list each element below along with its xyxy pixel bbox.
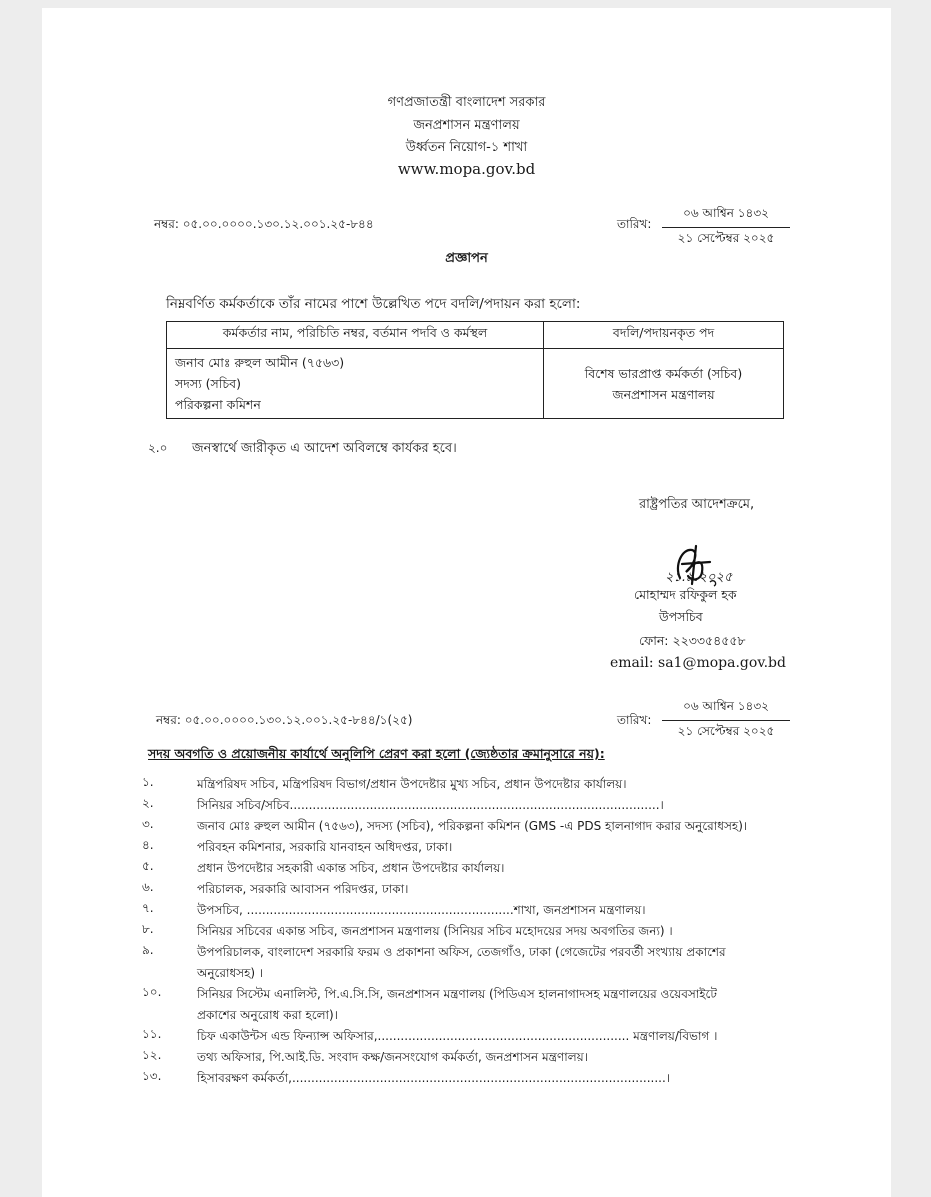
list-item: ১১. চিফ একাউন্টস এন্ড ফিন্যান্স অফিসার,.................................................................. মন্ত্রণালয়/বিভাগ । — [142, 1027, 718, 1043]
list-item: ৯. উপপরিচালক, বাংলাদেশ সরকারি ফরম ও প্রকাশনা অফিস, তেজগাঁও, ঢাকা (গেজেটের পরবর্তী সংখ্যায় প্রকাশের অনুরোধসহ) । — [142, 943, 726, 980]
document-page — [42, 8, 891, 1197]
header-section: উর্ধ্বতন নিয়োগ-১ শাখা — [405, 140, 528, 155]
cc-list — [142, 774, 842, 1089]
memo2-date — [662, 698, 790, 743]
posting-ministry: জনপ্রশাসন মন্ত্রণালয় — [612, 386, 715, 402]
header-government: গণপ্রজাতন্ত্রী বাংলাদেশ সরকার — [387, 95, 546, 110]
header-website: www.mopa.gov.bd — [397, 160, 536, 178]
officer-workplace: পরিকল্পনা কমিশন — [175, 397, 261, 412]
list-item: ১. মন্ত্রিপরিষদ সচিব, মন্ত্রিপরিষদ বিভাগ/প্রধান উপদেষ্টার মুখ্য সচিব, প্রধান উপদেষ্টার কার্যালয়। — [142, 775, 627, 791]
list-item: ১৩. হিসাবরক্ষণ কর্মকর্তা,..................................................................................................। — [142, 1069, 671, 1085]
officer-cell — [167, 349, 544, 419]
posting-cell — [544, 349, 784, 419]
list-item: ৮. সিনিয়র সচিবের একান্ত সচিব, জনপ্রশাসন মন্ত্রণালয় (সিনিয়র সচিব মহোদয়ের সদয় অবগতির জন্য) । — [142, 922, 673, 938]
list-item: ৪. পরিবহন কমিশনার, সরকারি যানবাহন অধিদপ্তর, ঢাকা। — [142, 838, 453, 854]
list-item: ১২. তথ্য অফিসার, পি.আই.ডি. সংবাদ কক্ষ/জনসংযোগ কর্মকর্তা, জনপ্রশাসন মন্ত্রণালয়। — [142, 1048, 588, 1064]
para2-number: ২.০ — [148, 441, 168, 455]
order-line: রাষ্ট্রপতির আদেশক্রমে, — [639, 497, 755, 512]
date-gregorian: ২১ সেপ্টেম্বর ২০২৫ — [677, 231, 775, 245]
list-item: ৩. জনাব মোঃ রুহুল আমীন (৭৫৬৩), সদস্য (সচিব), পরিকল্পনা কমিশন (GMS -এ PDS হালনাগাদ করার অনুরোধসহ)। — [142, 817, 748, 833]
posting-designation: বিশেষ ভারপ্রাপ্ত কর্মকর্তা (সচিব) — [584, 365, 743, 381]
memo-date — [662, 205, 790, 250]
list-item: ৭. উপসচিব, ......................................................................শাখা, জনপ্রশাসন মন্ত্রণালয়। — [142, 901, 646, 917]
posting-table — [166, 321, 784, 419]
table-header-posting: বদলি/পদায়নকৃত পদ — [544, 322, 784, 349]
date-bangla: ০৬ আশ্বিন ১৪৩২ — [662, 205, 790, 228]
signatory-phone: ফোন: ২২৩৩৫৪৫৫৮ — [639, 633, 746, 648]
memo2-date-bangla: ০৬ আশ্বিন ১৪৩২ — [662, 698, 790, 721]
table-row — [167, 349, 784, 419]
list-item: ৫. প্রধান উপদেষ্টার সহকারী একান্ত সচিব, প্রধান উপদেষ্টার কার্যালয়। — [142, 859, 505, 875]
intro-text: নিম্নবর্ণিত কর্মকর্তাকে তাঁর নামের পাশে উল্লেখিত পদে বদলি/পদায়ন করা হলো: — [166, 296, 581, 312]
document-title: প্রজ্ঞাপন — [445, 251, 488, 266]
signatory-designation: উপসচিব — [659, 609, 703, 624]
signature-date: ২১.৯.২০২৫ — [665, 570, 733, 585]
signatory-name: মোহাম্মদ রফিকুল হক — [634, 587, 737, 602]
header-ministry: জনপ্রশাসন মন্ত্রণালয় — [413, 118, 520, 133]
cc-title: সদয় অবগতি ও প্রয়োজনীয় কার্যার্থে অনুলিপি প্রেরণ করা হলো (জ্যেষ্ঠতার ক্রমানুসারে নয়): — [148, 746, 605, 761]
table-header-officer: কর্মকর্তার নাম, পরিচিতি নম্বর, বর্তমান পদবি ও কর্মস্থল — [167, 322, 544, 349]
table-header-row — [167, 322, 784, 349]
officer-name: জনাব মোঃ রুহুল আমীন (৭৫৬৩) — [175, 355, 345, 370]
para2-text: জনস্বার্থে জারীকৃত এ আদেশ অবিলম্বে কার্যকর হবে। — [192, 441, 457, 456]
list-item: ১০. সিনিয়র সিস্টেম এনালিস্ট, পি.এ.সি.সি, জনপ্রশাসন মন্ত্রণালয় (পিডিএস হালনাগাদসহ মন্ত্রণালয়ের ওয়েবসাইটে প্রকাশের অনুরোধ করা হলো)। — [142, 985, 717, 1022]
officer-designation: সদস্য (সচিব) — [175, 376, 241, 391]
memo-number: নম্বর: ০৫.০০.০০০০.১৩০.১২.০০১.২৫-৮৪৪ — [154, 217, 374, 231]
memo2-date-label: তারিখ: — [617, 713, 652, 727]
signatory-email: email: sa1@mopa.gov.bd — [610, 655, 786, 671]
memo2-date-gregorian: ২১ সেপ্টেম্বর ২০২৫ — [677, 724, 775, 738]
date-label: তারিখ: — [617, 217, 652, 231]
list-item: ৬. পরিচালক, সরকারি আবাসন পরিদপ্তর, ঢাকা। — [142, 880, 409, 896]
list-item: ২. সিনিয়র সচিব/সচিব.................................................................................................। — [142, 796, 664, 812]
memo2-number: নম্বর: ০৫.০০.০০০০.১৩০.১২.০০১.২৫-৮৪৪/১(২৫) — [156, 713, 413, 727]
